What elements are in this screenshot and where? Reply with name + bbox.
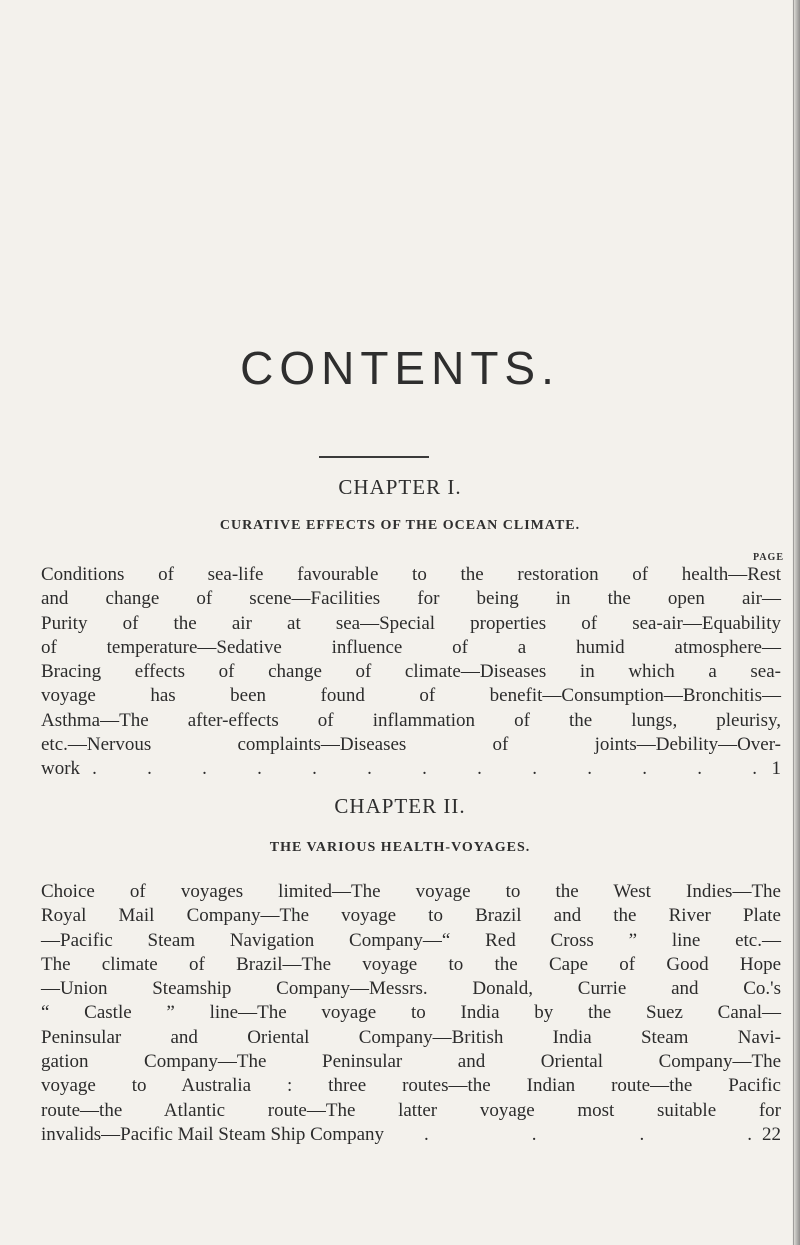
leader-dot: . [532,758,537,780]
chapter-1-subtitle: CURATIVE EFFECTS OF THE OCEAN CLIMATE. [219,518,581,533]
chapter-1-last-line [41,757,781,781]
chapter-1-line: of temperature—Sedative influence of a humid atmosphere— [41,636,781,658]
chapter-2-line: —Union Steamship Company—Messrs. Donald, Currie and Co.'s [41,978,781,1000]
chapter-2-line: Royal Mail Company—The voyage to Brazil and the River Plate [41,905,781,927]
chapter-2-line: Peninsular and Oriental Company—British India Steam Navi- [41,1026,781,1048]
chapter-2-entry [41,880,781,1147]
leader-dot: . [312,758,317,780]
chapter-2-line: route—the Atlantic route—The latter voyage most suitable for [41,1099,781,1121]
chapter-2-line: gation Company—The Peninsular and Oriental Company—The [41,1051,781,1073]
chapter-2-heading: CHAPTER II. [334,794,466,818]
leader-dot: . [424,1123,429,1145]
chapter-1-heading: CHAPTER I. [338,475,462,499]
dot-leader-dots [424,1123,752,1147]
leader-dot: . [587,758,592,780]
leader-dot: . [697,758,702,780]
chapter-1-line: and change of scene—Facilities for being in the open air— [41,588,781,610]
chapter-2-line: voyage to Australia : three routes—the Indian route—the Pacific [41,1075,781,1097]
dot-leader-dots [92,757,757,781]
chapter-1-entry [41,563,781,782]
chapter-1-line: Conditions of sea-life favourable to the restoration of health—Rest [41,564,781,585]
chapter-1-line: Asthma—The after-effects of inflammation of the lungs, pleurisy, [41,709,781,731]
leader-dot: . [147,758,152,780]
leader-dot: . [422,758,427,780]
chapter-1-line: Purity of the air at sea—Special properties of sea-air—Equability [41,612,781,634]
leader-dot: . [747,1123,752,1145]
leader-dot: . [752,758,757,780]
chapter-1-line: Bracing effects of change of climate—Diseases in which a sea- [41,661,781,683]
chapter-1-line: etc.—Nervous complaints—Diseases of joints—Debility—Over- [41,734,781,756]
page-edge-line [793,0,794,1245]
leader-dot: . [477,758,482,780]
leader-dot: . [257,758,262,780]
page-column-label: PAGE [752,552,784,563]
chapter-2-page-number: 22 [762,1123,781,1145]
chapter-1-last-text: work [41,758,81,780]
leader-dot: . [531,1123,537,1145]
leader-dot: . [202,758,207,780]
dot-leader [384,1123,762,1147]
chapter-1-line: voyage has been found of benefit—Consumption—Bronchitis— [41,685,781,707]
leader-dot: . [639,1123,645,1145]
title-rule [319,456,429,458]
chapter-2-line: The climate of Brazil—The voyage to the Cape of Good Hope [41,953,781,975]
chapter-2-last-text: invalids—Pacific Mail Steam Ship Company [41,1123,385,1145]
page-title: CONTENTS. [240,342,560,394]
chapter-2-line: “ Castle ” line—The voyage to India by the Suez Canal— [41,1002,781,1024]
chapter-2-last-line [41,1123,781,1147]
chapter-2-line: —Pacific Steam Navigation Company—“ Red Cross ” line etc.— [41,929,781,951]
chapter-2-subtitle: THE VARIOUS HEALTH-VOYAGES. [269,840,531,855]
chapter-1-page-number: 1 [771,758,781,780]
dot-leader [80,757,767,781]
leader-dot: . [642,758,647,780]
leader-dot: . [367,758,372,780]
leader-dot: . [92,758,97,780]
chapter-2-line: Choice of voyages limited—The voyage to the West Indies—The [41,881,781,902]
